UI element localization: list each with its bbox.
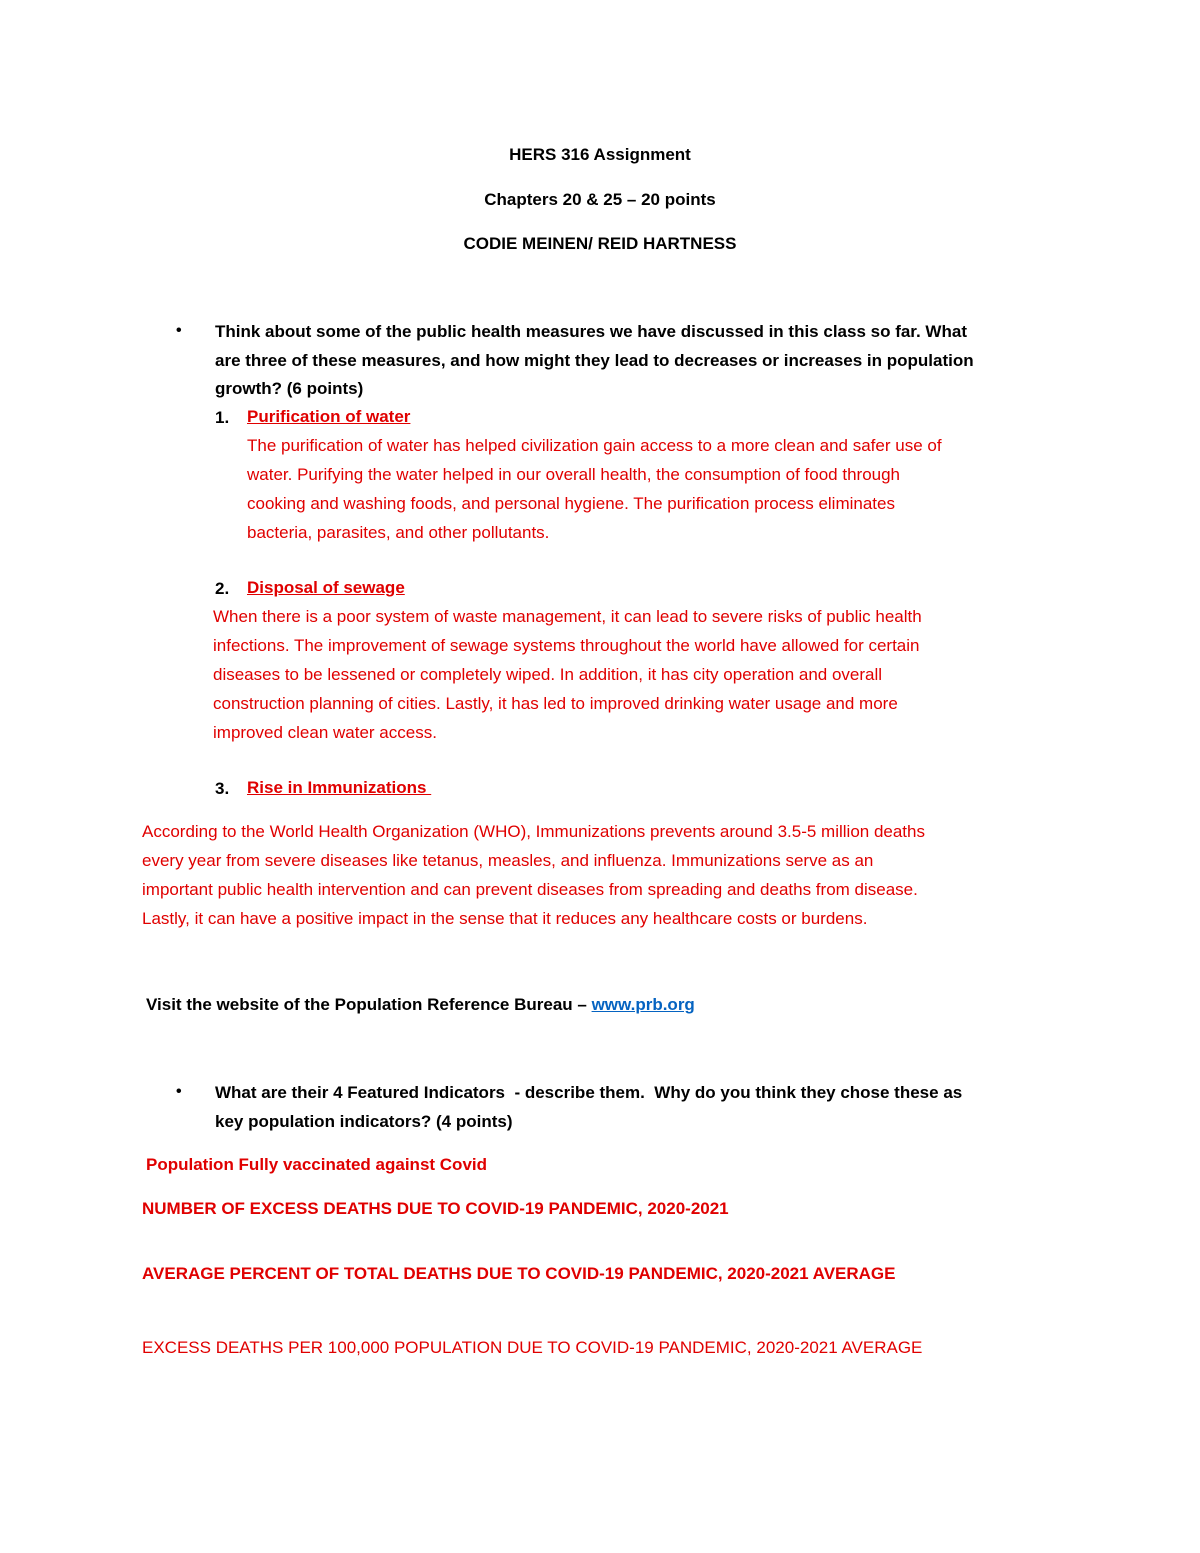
answer-1-line: bacteria, parasites, and other pollutants. [247,523,550,542]
question-1 [215,318,974,404]
answer-1-line: cooking and washing foods, and personal hygiene. The purification process eliminates [247,494,895,513]
answer-2-heading-text: Disposal of sewage [247,578,405,597]
answer-2 [213,602,922,747]
visit-text: Visit the website of the Population Reference Bureau – [146,995,592,1014]
answer-3-heading-text: Rise in Immunizations [247,778,432,797]
answer-1 [247,402,942,547]
bullet-icon: • [176,322,182,339]
question-2-line: What are their 4 Featured Indicators - describe them. Why do you think they chose these as [215,1083,963,1102]
answer-1-line: The purification of water has helped civilization gain access to a more clean and safer use of [247,436,942,455]
answer-2-line: diseases to be lessened or completely wiped. In addition, it has city operation and overall [213,665,883,684]
indicator-2: NUMBER OF EXCESS DEATHS DUE TO COVID-19 PANDEMIC, 2020-2021 [142,1199,729,1218]
answer-1-heading: Purification of water [247,407,411,426]
answer-1-number: 1. [215,408,230,427]
answer-3 [142,817,925,933]
answer-2-line: construction planning of cities. Lastly, it has led to improved drinking water usage and more [213,694,898,713]
question-2-line: key population indicators? (4 points) [215,1111,513,1131]
answer-3-line: Lastly, it can have a positive impact in the sense that it reduces any healthcare costs or burdens. [142,909,868,928]
answer-3-line: important public health intervention and can prevent diseases from spreading and deaths from disease. [142,880,918,899]
indicator-4: EXCESS DEATHS PER 100,000 POPULATION DUE TO COVID-19 PANDEMIC, 2020-2021 AVERAGE [142,1338,923,1357]
answer-2-line: When there is a poor system of waste management, it can lead to severe risks of public health [213,607,922,626]
document-authors: CODIE MEINEN/ REID HARTNESS [463,234,737,253]
visit-instruction [146,991,695,1020]
answer-2-line: infections. The improvement of sewage systems throughout the world have allowed for certain [213,636,920,655]
document-title: HERS 316 Assignment [509,145,691,164]
answer-2-number: 2. [215,579,230,598]
answer-2-heading [247,573,405,602]
answer-3-line: every year from severe diseases like tetanus, measles, and influenza. Immunizations serve as an [142,851,874,870]
question-1-line: growth? (6 points) [215,379,364,398]
answer-2-line: improved clean water access. [213,723,437,742]
question-1-line: are three of these measures, and how might they lead to decreases or increases in population [215,350,974,370]
answer-3-number: 3. [215,779,230,798]
answer-3-heading [247,773,431,802]
prb-link[interactable]: www.prb.org [591,995,695,1014]
document-subtitle: Chapters 20 & 25 – 20 points [484,190,716,209]
question-1-line: Think about some of the public health measures we have discussed in this class so far. What [215,322,967,341]
bullet-icon: • [176,1083,182,1100]
indicator-1: Population Fully vaccinated against Covid [146,1155,488,1174]
question-2 [215,1079,962,1136]
indicator-3: AVERAGE PERCENT OF TOTAL DEATHS DUE TO COVID-19 PANDEMIC, 2020-2021 AVERAGE [142,1264,896,1283]
answer-3-line: According to the World Health Organization (WHO), Immunizations prevents around 3.5-5 million deaths [142,822,925,841]
answer-1-line: water. Purifying the water helped in our overall health, the consumption of food through [247,465,901,484]
